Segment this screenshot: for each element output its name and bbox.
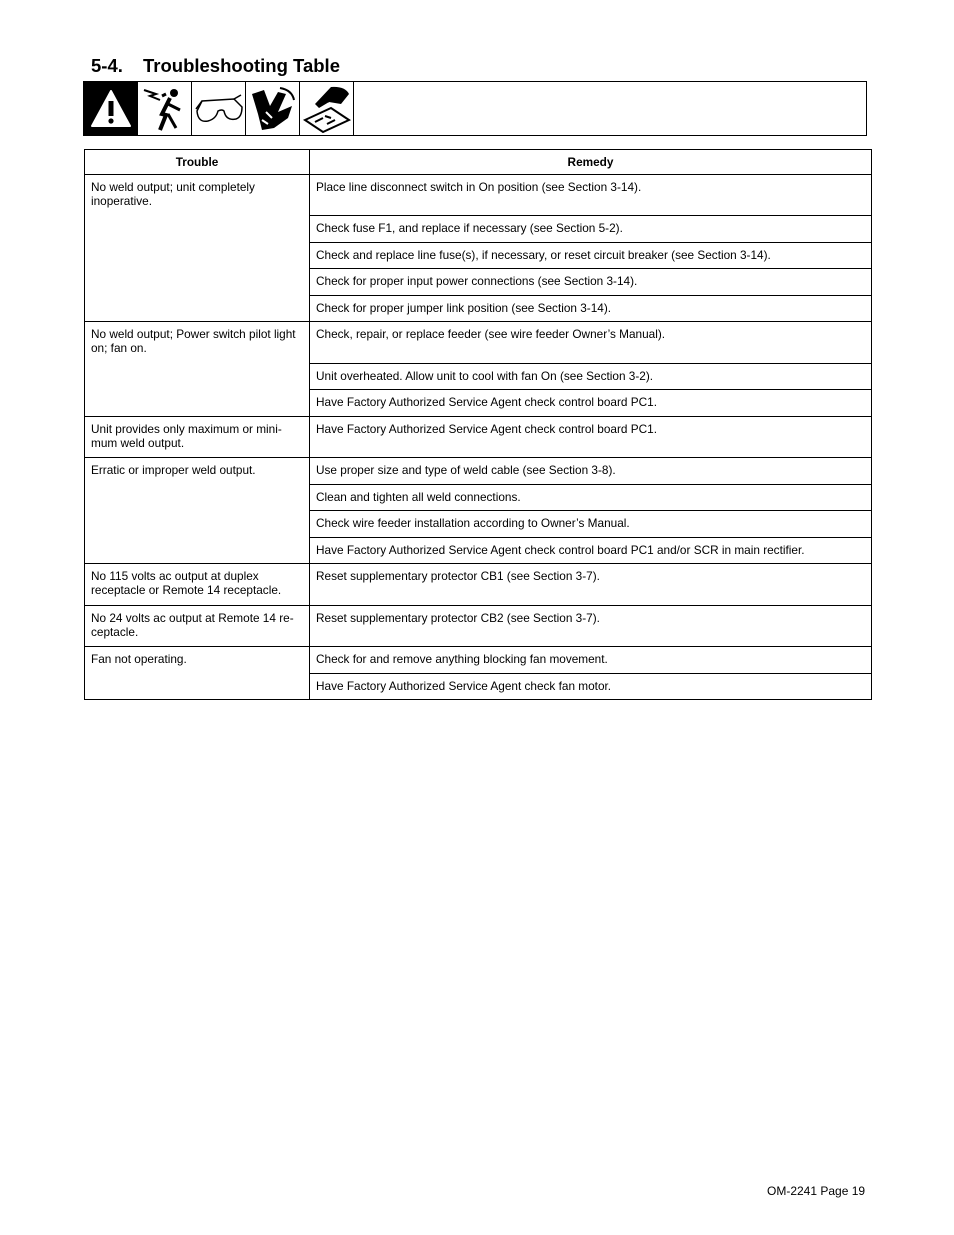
section-title bbox=[91, 55, 340, 77]
remedy-cell: Place line disconnect switch in On position (see Section 3-14). bbox=[310, 175, 872, 216]
remedy-cell: Unit overheated. Allow unit to cool with fan On (see Section 3-2). bbox=[310, 364, 872, 390]
section-number: 5-4. bbox=[91, 55, 123, 76]
table-row bbox=[85, 417, 872, 458]
trouble-cell: No 115 volts ac output at duplex receptacle or Remote 14 receptacle. bbox=[85, 564, 310, 606]
table-row bbox=[85, 175, 872, 216]
table-row bbox=[85, 564, 872, 606]
table-row bbox=[85, 647, 872, 674]
remedy-cell: Check, repair, or replace feeder (see wire feeder Owner’s Manual). bbox=[310, 322, 872, 364]
remedy-cell: Check for and remove anything blocking fan movement. bbox=[310, 647, 872, 674]
remedy-cell: Check wire feeder installation according to Owner’s Manual. bbox=[310, 511, 872, 538]
remedy-cell: Check for proper jumper link position (see Section 3-14). bbox=[310, 296, 872, 322]
warning-triangle-icon bbox=[84, 82, 138, 135]
remedy-cell: Clean and tighten all weld connections. bbox=[310, 485, 872, 511]
safety-warning-box bbox=[83, 81, 867, 136]
electric-shock-icon bbox=[138, 82, 192, 135]
trouble-cell: Erratic or improper weld output. bbox=[85, 458, 310, 564]
hot-parts-icon bbox=[300, 82, 354, 135]
trouble-cell: No weld output; Power switch pilot light on; fan on. bbox=[85, 322, 310, 417]
remedy-cell: Reset supplementary protector CB2 (see Section 3-7). bbox=[310, 606, 872, 647]
remedy-cell: Have Factory Authorized Service Agent check control board PC1. bbox=[310, 390, 872, 417]
remedy-cell: Reset supplementary protector CB1 (see Section 3-7). bbox=[310, 564, 872, 606]
remedy-cell: Check fuse F1, and replace if necessary (see Section 5-2). bbox=[310, 216, 872, 243]
table-row bbox=[85, 322, 872, 364]
trouble-cell: No weld output; unit completely inoperative. bbox=[85, 175, 310, 322]
section-heading: Troubleshooting Table bbox=[143, 55, 340, 76]
remedy-cell: Have Factory Authorized Service Agent check control board PC1. bbox=[310, 417, 872, 458]
remedy-cell: Have Factory Authorized Service Agent check fan motor. bbox=[310, 674, 872, 700]
table-row bbox=[85, 458, 872, 485]
safety-glasses-icon bbox=[192, 82, 246, 135]
remedy-cell: Check and replace line fuse(s), if necessary, or reset circuit breaker (see Section 3-14). bbox=[310, 243, 872, 269]
header-remedy: Remedy bbox=[310, 150, 872, 175]
moving-parts-icon bbox=[246, 82, 300, 135]
remedy-cell: Use proper size and type of weld cable (see Section 3-8). bbox=[310, 458, 872, 485]
header-trouble: Trouble bbox=[85, 150, 310, 175]
trouble-cell: Fan not operating. bbox=[85, 647, 310, 700]
table-row bbox=[85, 606, 872, 647]
trouble-cell: No 24 volts ac output at Remote 14 re-ceptacle. bbox=[85, 606, 310, 647]
trouble-cell: Unit provides only maximum or mini-mum weld output. bbox=[85, 417, 310, 458]
table-header-row bbox=[85, 150, 872, 175]
troubleshooting-table bbox=[84, 149, 872, 700]
remedy-cell: Check for proper input power connections (see Section 3-14). bbox=[310, 269, 872, 296]
remedy-cell: Have Factory Authorized Service Agent check control board PC1 and/or SCR in main rectifier. bbox=[310, 538, 872, 564]
safety-icons bbox=[84, 82, 354, 135]
page-footer: OM-2241 Page 19 bbox=[767, 1184, 866, 1198]
